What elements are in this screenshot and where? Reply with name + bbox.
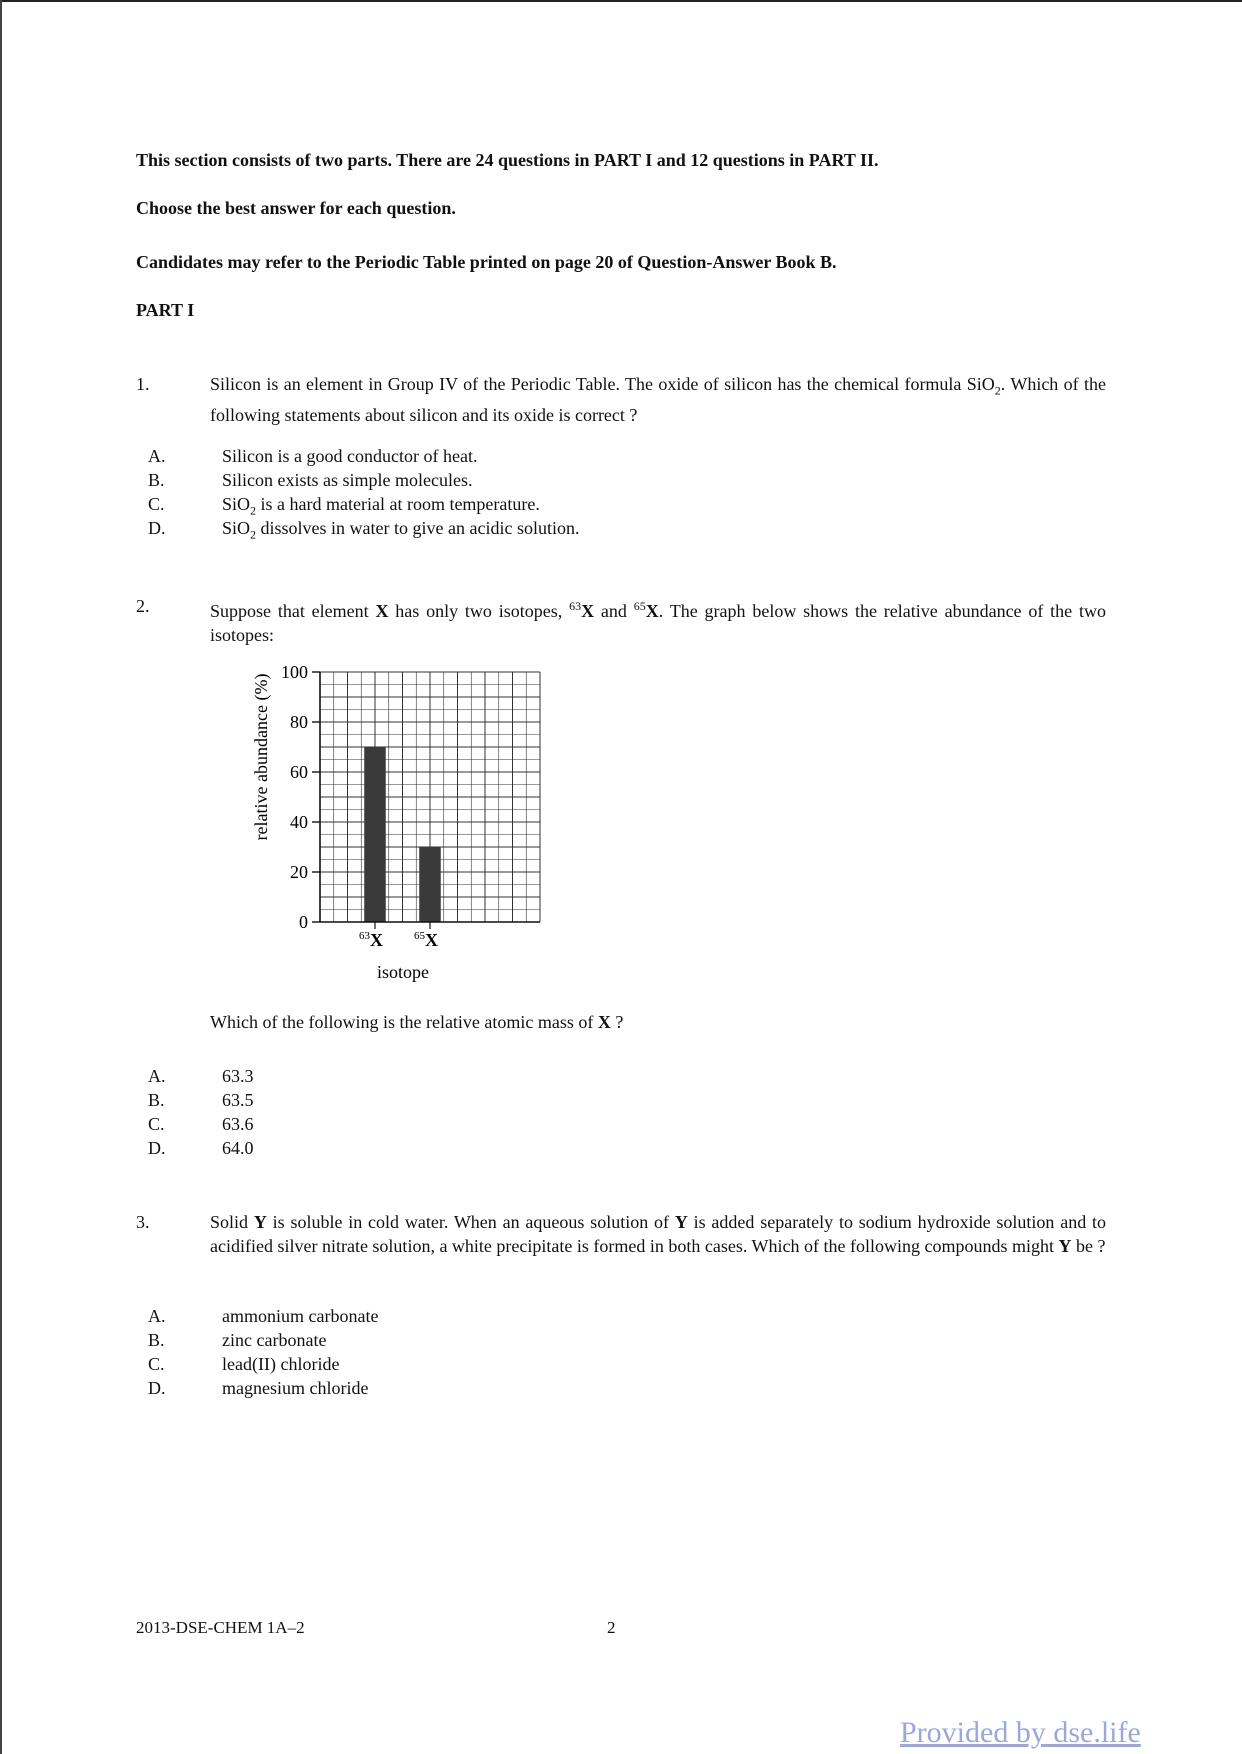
- chart-ticks: [281, 662, 320, 932]
- periodic-table-note: Candidates may refer to the Periodic Table printed on page 20 of Question-Answer Book B.: [136, 252, 837, 272]
- y-tick-label: 100: [281, 662, 308, 682]
- chart-category-labels: [359, 922, 438, 950]
- y-tick-label: 20: [290, 862, 308, 882]
- page-number: 2: [607, 1618, 616, 1637]
- isotope-abundance-chart: [240, 650, 560, 1000]
- question-text: Suppose that element X has only two isotopes, $^{63}$X and $^{65}$X. The graph below shows the relative abundance of the two isotopes:: [210, 599, 1106, 645]
- question-text: Which of the following is the relative atomic mass of X ?: [210, 1012, 624, 1032]
- top-border-line: [0, 0, 1242, 2]
- y-tick-label: 60: [290, 762, 308, 782]
- x-category-label: $^{65}$X: [414, 930, 438, 950]
- provider-credit-link[interactable]: Provided by dse.life: [900, 1716, 1141, 1749]
- x-category-label: $^{63}$X: [359, 930, 383, 950]
- paper-code: 2013-DSE-CHEM 1A–2: [136, 1618, 305, 1637]
- y-tick-label: 80: [290, 712, 308, 732]
- exam-page: This section consists of two parts. There are 24 questions in PART I and 12 questions in PART II. Choose the best answer for each question. Candidates may refer to the Periodic Table printed on page 20 of Question-Answer Book B. PART I 1. Silicon is an element in Group IV of the Periodic Table. The oxide of silicon has the chemical formula SiO$_2$. Which of the following statements about silicon and its oxide is correct ? A. Silicon is a good conductor of heat. B. Silicon exists as simple molecules. C. SiO$_2$ is a hard material at room temperature. D. SiO$_2$ dissolves in water to give an acidic solution. 2. Suppose that element X has only two isotopes, $^{63}$X and $^{65}$X. The graph below shows the relative abundance of the two isotopes: 0 20 40 60 80 100 $^{63}$X $^{65}$X relative abundance (%) isotope Which of the following is the relative atomic mass of X ? A. 63.3 B. 63.5 C. 63.6 D. 64.0 3. Solid Y is soluble in cold water. When an aqueous solution of Y is added separately to sodium hydroxide solution and to acidified silver nitrate solution, a white precipitate is formed in both cases. Which of the following compounds might Y be ? A. ammonium carbonate B. zinc carbonate C. lead(II) chloride D. magnesium chloride 2013-DSE-CHEM 1A–2 2 Provided by dse.life: [0, 0, 1242, 1754]
- y-tick-label: 40: [290, 812, 308, 832]
- section-intro: This section consists of two parts. There are 24 questions in PART I and 12 questions in PART II.: [136, 150, 879, 170]
- question-number: 3.: [136, 1212, 150, 1232]
- x-axis-label: isotope: [377, 962, 429, 982]
- question-text: Silicon is an element in Group IV of the Periodic Table. The oxide of silicon has the chemical formula SiO$_2$. Which of the following statements about silicon and its oxide is correct ?: [210, 374, 1106, 425]
- question-number: 2.: [136, 596, 150, 616]
- left-border-line: [0, 0, 2, 1754]
- part-label: PART I: [136, 300, 195, 320]
- y-axis-label: relative abundance (%): [251, 673, 271, 841]
- question-number: 1.: [136, 374, 150, 394]
- question-text: Solid Y is soluble in cold water. When an aqueous solution of Y is added separately to sodium hydroxide solution and to acidified silver nitrate solution, a white precipitate is formed in both cases. Which of the following compounds might Y be ?: [210, 1212, 1107, 1256]
- answer-instruction: Choose the best answer for each question.: [136, 198, 456, 218]
- y-tick-label: 0: [299, 912, 308, 932]
- bar-65X: [419, 847, 441, 922]
- bar-63X: [364, 747, 386, 922]
